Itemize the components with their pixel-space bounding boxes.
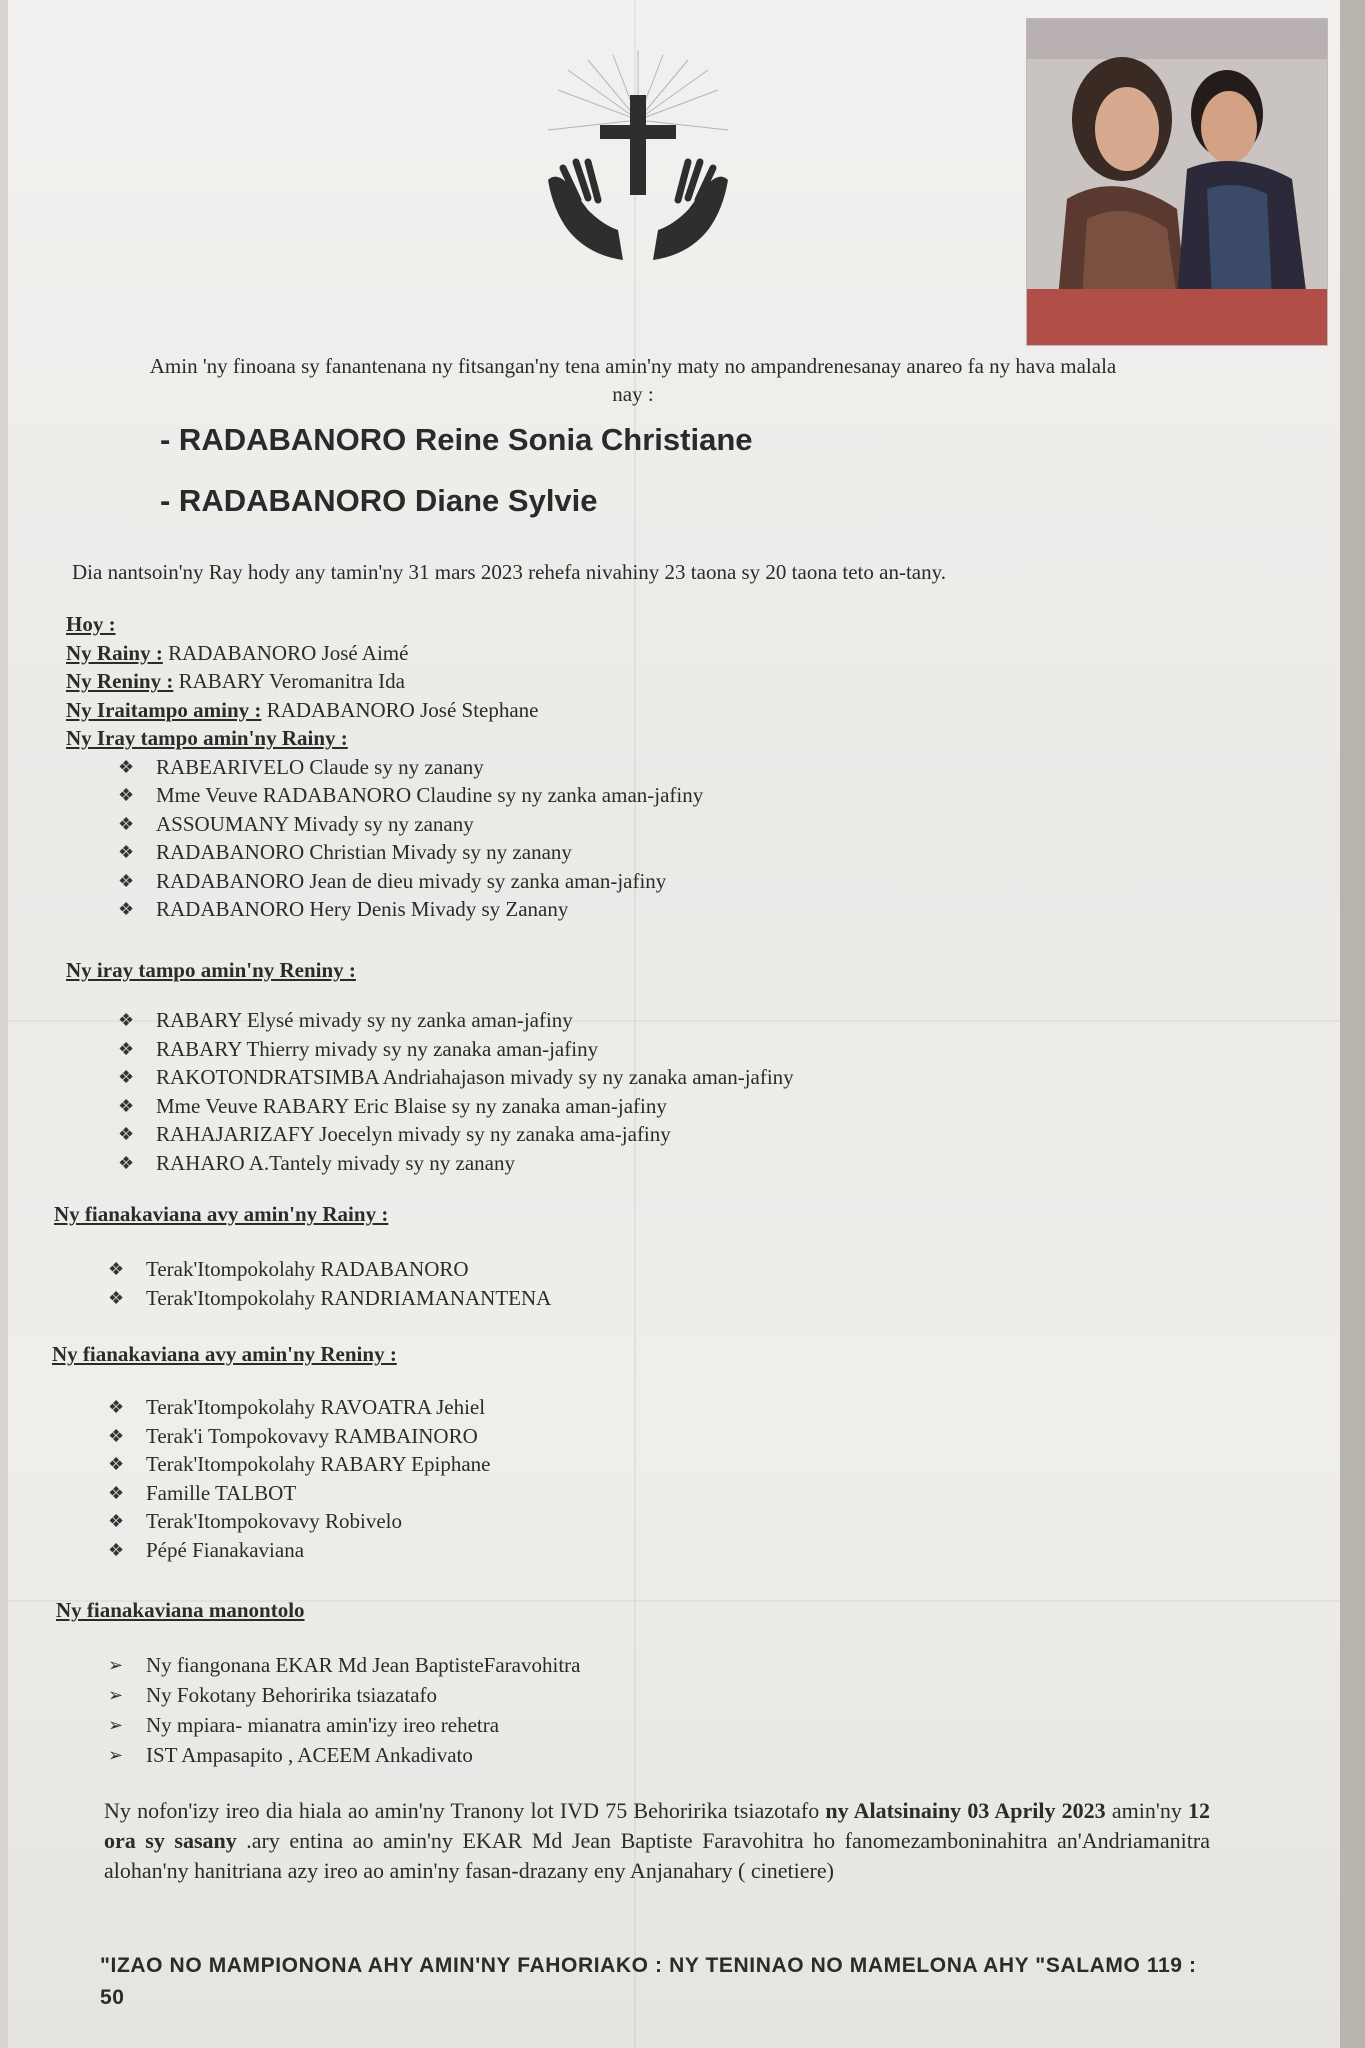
- funeral-details: Ny nofon'izy ireo dia hiala ao amin'ny Tranony lot IVD 75 Behoririka tsiazotafo ny Alatsinainy 03 Aprily 2023 amin'ny 12 ora sy sasany .ary entina ao amin'ny EKAR Md Jean Baptiste Faravohitra ho fanomezamboninahitra an'Andriamanitra alohan'ny hanitriana azy ireo ao amin'ny fasan-drazany eny Anjanahary ( cinetiere): [104, 1798, 1211, 1883]
- arrow-bullet-icon: ➢: [108, 1745, 124, 1765]
- mother-relatives-heading: Ny fianakaviana avy amin'ny Reniny :: [52, 1342, 397, 1366]
- mother-label: Ny Reniny :: [66, 669, 174, 693]
- moral-family-list: [108, 1650, 580, 1770]
- diamond-bullet-icon: ❖: [108, 1539, 125, 1560]
- father-label: Ny Rainy :: [66, 640, 163, 665]
- diamond-bullet-icon: ❖: [118, 1124, 135, 1144]
- moral-family-block: [108, 1650, 580, 1770]
- father-siblings-list: [118, 753, 703, 924]
- father-relatives-block: [108, 1255, 551, 1312]
- list-item: ❖ RAHARO A.Tantely mivady sy ny zanany: [118, 1149, 794, 1178]
- mother-relatives-list: [108, 1393, 490, 1564]
- hoy-label: Hoy :: [66, 612, 116, 636]
- diamond-bullet-icon: ❖: [118, 870, 135, 891]
- father-relatives-heading: Ny fianakaviana avy amin'ny Rainy :: [54, 1202, 389, 1226]
- background-edge: [1340, 0, 1365, 2048]
- intro-text: Amin 'ny finoana sy fanantenana ny fitsangan'ny tena amin'ny maty no ampandrenesanay anareo fa ny hava malala nay :: [149, 354, 1117, 406]
- diamond-bullet-icon: ❖: [108, 1454, 125, 1474]
- mother-siblings-heading: Ny iray tampo amin'ny Reniny :: [66, 958, 356, 982]
- mother-siblings-block: [118, 1006, 794, 1177]
- arrow-bullet-icon: ➢: [108, 1715, 124, 1735]
- list-item: ❖ RABARY Elysé mivady sy ny zanka aman-jafiny: [118, 1006, 794, 1035]
- list-item: ❖ Pépé Fianakaviana: [108, 1536, 490, 1565]
- list-item: ❖ RABARY Thierry mivady sy ny zanaka aman-jafiny: [118, 1035, 794, 1064]
- arrow-bullet-icon: ➢: [108, 1655, 124, 1675]
- list-item: ➢ IST Ampasapito , ACEEM Ankadivato: [108, 1740, 580, 1770]
- list-item: ❖ RAKOTONDRATSIMBA Andriahajason mivady sy ny zanaka aman-jafiny: [118, 1063, 794, 1092]
- diamond-bullet-icon: ❖: [118, 756, 135, 777]
- diamond-bullet-icon: ❖: [118, 1095, 135, 1116]
- list-item: ➢ Ny Fokotany Behoririka tsiazatafo: [108, 1680, 580, 1710]
- list-item: ❖ Terak'i Tompokovavy RAMBAINORO: [108, 1422, 490, 1451]
- diamond-bullet-icon: ❖: [108, 1511, 125, 1531]
- obituary-sheet: [8, 0, 1348, 2048]
- arrow-bullet-icon: ➢: [108, 1685, 124, 1705]
- father-name: RADABANORO José Aimé: [162, 640, 409, 665]
- family-block: [66, 610, 703, 924]
- list-item: ➢ Ny fiangonana EKAR Md Jean BaptisteFaravohitra: [108, 1650, 580, 1680]
- list-item: ❖ Terak'Itompokolahy RANDRIAMANANTENA: [108, 1284, 551, 1313]
- diamond-bullet-icon: ❖: [108, 1287, 125, 1308]
- list-item: ❖ Terak'Itompokolahy RADABANORO: [108, 1255, 551, 1284]
- diamond-bullet-icon: ❖: [118, 813, 135, 834]
- list-item: ❖ RADABANORO Hery Denis Mivady sy Zanany: [118, 895, 703, 924]
- list-item: ❖ ASSOUMANY Mivady sy ny zanany: [118, 810, 703, 839]
- list-item: ❖ Famille TALBOT: [108, 1479, 490, 1508]
- list-item: ❖ RAHAJARIZAFY Joecelyn mivady sy ny zanaka ama-jafiny: [118, 1120, 794, 1149]
- diamond-bullet-icon: ❖: [118, 785, 135, 805]
- closing-quote: "IZAO NO MAMPIONONA AHY AMIN'NY FAHORIAKO : NY TENINAO NO MAMELONA AHY "SALAMO 119 : 50: [100, 1954, 1197, 2009]
- list-item: ❖ RADABANORO Christian Mivady sy ny zanany: [118, 838, 703, 867]
- diamond-bullet-icon: ❖: [108, 1259, 125, 1279]
- cross-hands-icon: [528, 50, 748, 280]
- list-item: ❖ RADABANORO Jean de dieu mivady sy zanka aman-jafiny: [118, 867, 703, 896]
- diamond-bullet-icon: ❖: [118, 899, 135, 919]
- diamond-bullet-icon: ❖: [108, 1425, 125, 1446]
- deceased-name: - RADABANORO Reine Sonia Christiane: [160, 422, 753, 457]
- father-relatives-list: [108, 1255, 551, 1312]
- diamond-bullet-icon: ❖: [118, 1067, 135, 1087]
- diamond-bullet-icon: ❖: [118, 1152, 135, 1173]
- list-item: ❖ Terak'Itompokovavy Robivelo: [108, 1507, 490, 1536]
- diamond-bullet-icon: ❖: [118, 1010, 135, 1030]
- list-item: ❖ Mme Veuve RADABANORO Claudine sy ny zanka aman-jafiny: [118, 781, 703, 810]
- list-item: ❖ Terak'Itompokolahy RAVOATRA Jehiel: [108, 1393, 490, 1422]
- list-item: ❖ RABEARIVELO Claude sy ny zanany: [118, 753, 703, 782]
- diamond-bullet-icon: ❖: [108, 1397, 125, 1417]
- diamond-bullet-icon: ❖: [118, 842, 135, 862]
- sibling-label: Ny Iraitampo aminy :: [66, 697, 262, 722]
- death-notice: Dia nantsoin'ny Ray hody any tamin'ny 31 mars 2023 rehefa nivahiny 23 taona sy 20 taona teto an-tany.: [72, 560, 947, 584]
- mother-siblings-list: [118, 1006, 794, 1177]
- deceased-name: - RADABANORO Diane Sylvie: [160, 483, 598, 518]
- list-item: ❖ Mme Veuve RABARY Eric Blaise sy ny zanaka aman-jafiny: [118, 1092, 794, 1121]
- diamond-bullet-icon: ❖: [118, 1038, 135, 1059]
- mother-relatives-block: [108, 1393, 490, 1564]
- moral-family-heading: Ny fianakaviana manontolo: [56, 1598, 305, 1622]
- portrait-photo: [1026, 18, 1328, 346]
- diamond-bullet-icon: ❖: [108, 1482, 125, 1503]
- mother-name: RABARY Veromanitra Ida: [173, 669, 405, 693]
- list-item: ❖ Terak'Itompokolahy RABARY Epiphane: [108, 1450, 490, 1479]
- sibling-name: RADABANORO José Stephane: [261, 697, 539, 722]
- list-item: ➢ Ny mpiara- mianatra amin'izy ireo rehetra: [108, 1710, 580, 1740]
- father-siblings-heading: Ny Iray tampo amin'ny Rainy :: [66, 726, 348, 750]
